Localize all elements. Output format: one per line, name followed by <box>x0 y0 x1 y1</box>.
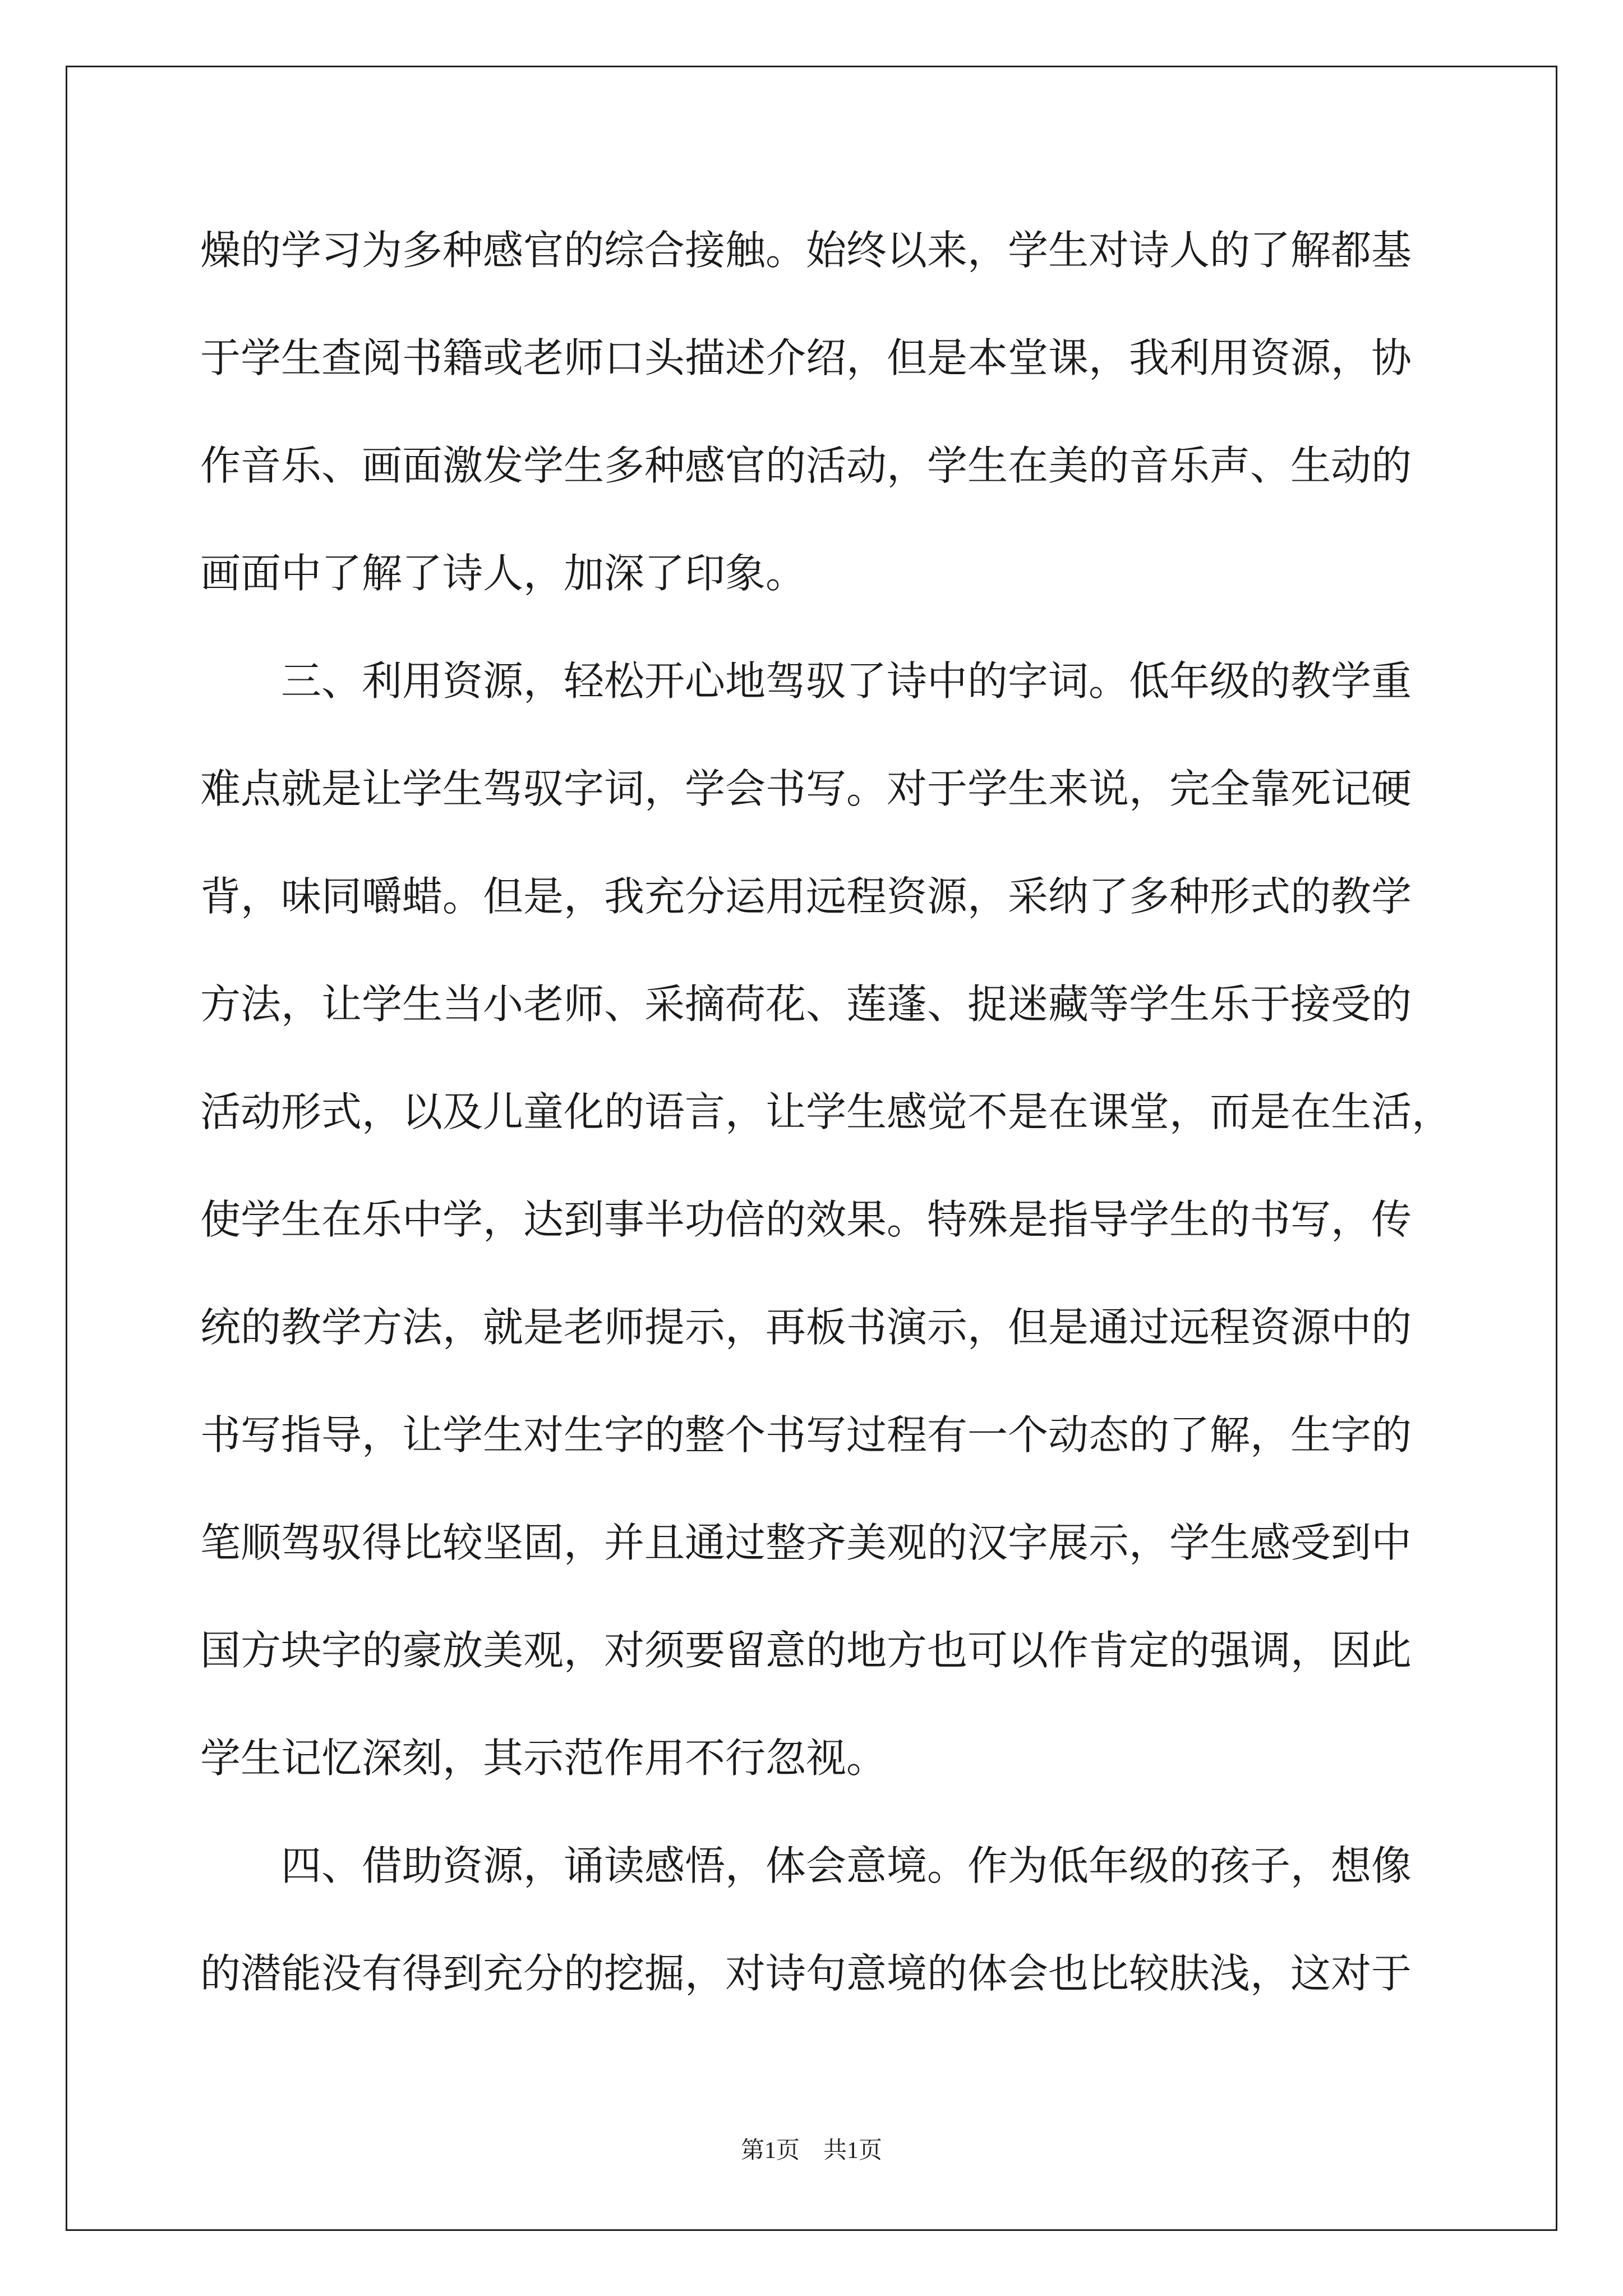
page-border <box>66 66 1557 2231</box>
text-line: 三、利用资源，轻松开心地驾驭了诗中的字词。低年级的教学重 <box>200 657 1412 705</box>
text-line: 燥的学习为多种感官的综合接触。始终以来，学生对诗人的了解都基 <box>200 227 1412 274</box>
page-footer: 第1页 共1页 <box>740 2138 882 2164</box>
text-line: 国方块字的豪放美观，对须要留意的地方也可以作肯定的强调，因此 <box>200 1627 1412 1674</box>
text-line: 方法，让学生当小老师、采摘荷花、莲蓬、捉迷藏等学生乐于接受的 <box>200 981 1412 1028</box>
text-line: 作音乐、画面激发学生多种感官的活动，学生在美的音乐声、生动的 <box>200 442 1412 489</box>
text-line: 学生记忆深刻，其示范作用不行忽视。 <box>200 1734 887 1782</box>
text-line: 活动形式，以及儿童化的语言，让学生感觉不是在课堂，而是在生活， <box>200 1088 1453 1135</box>
text-line: 画面中了解了诗人，加深了印象。 <box>200 550 806 597</box>
text-line: 统的教学方法，就是老师提示，再板书演示，但是通过远程资源中的 <box>200 1304 1412 1351</box>
text-line: 背，味同嚼蜡。但是，我充分运用远程资源，采纳了多种形式的教学 <box>200 873 1412 920</box>
text-line: 使学生在乐中学，达到事半功倍的效果。特殊是指导学生的书写，传 <box>200 1196 1412 1243</box>
text-line: 于学生查阅书籍或老师口头描述介绍，但是本堂课，我利用资源，协 <box>200 334 1412 381</box>
text-line: 四、借助资源，诵读感悟，体会意境。作为低年级的孩子，想像 <box>200 1842 1412 1889</box>
text-line: 难点就是让学生驾驭字词，学会书写。对于学生来说，完全靠死记硬 <box>200 765 1412 812</box>
text-line: 书写指导，让学生对生字的整个书写过程有一个动态的了解，生字的 <box>200 1411 1412 1458</box>
text-line: 笔顺驾驭得比较坚固，并且通过整齐美观的汉字展示，学生感受到中 <box>200 1519 1412 1566</box>
text-line: 的潜能没有得到充分的挖掘，对诗句意境的体会也比较肤浅，这对于 <box>200 1950 1412 1997</box>
